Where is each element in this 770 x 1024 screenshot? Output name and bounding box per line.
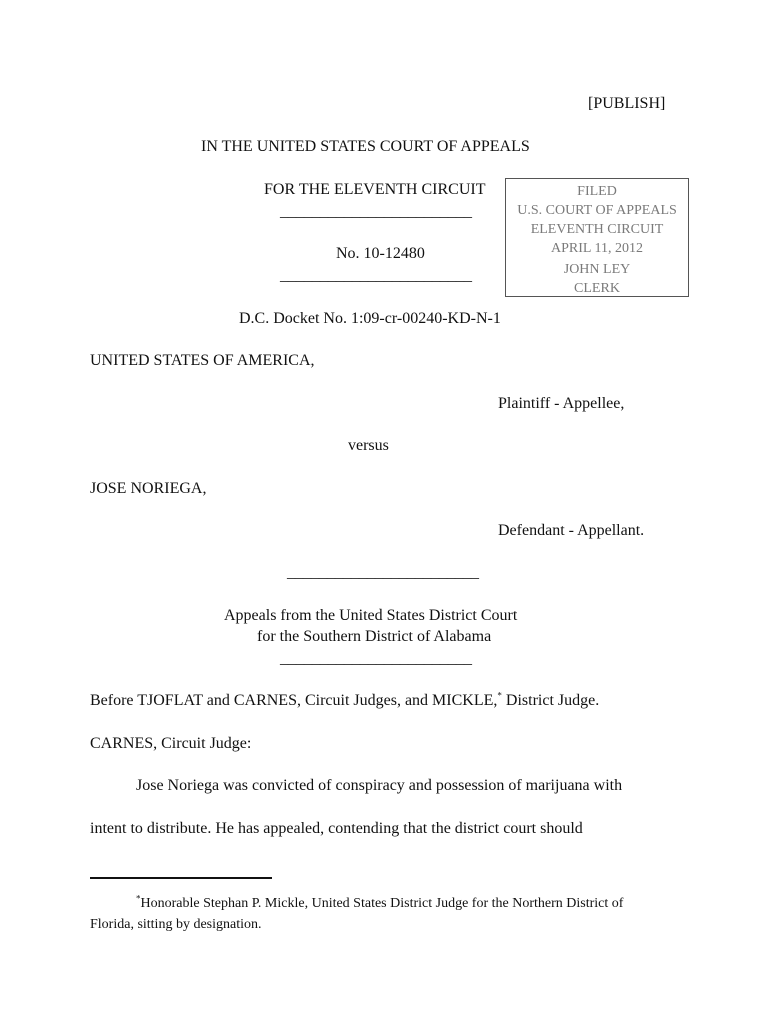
appeal-origin-line-1: Appeals from the United States District Court <box>224 607 518 624</box>
stamp-clerk-title: CLERK <box>574 281 620 296</box>
court-title: IN THE UNITED STATES COURT OF APPEALS <box>201 138 530 155</box>
stamp-clerk-name: JOHN LEY <box>563 262 631 277</box>
footnote-line-1 <box>90 893 690 914</box>
header-underline-2: ________________________ <box>280 267 472 284</box>
footnote <box>90 893 690 935</box>
defendant-role: Defendant - Appellant. <box>498 522 645 539</box>
appeal-underline-bottom: ________________________ <box>280 650 472 667</box>
plaintiff-name: UNITED STATES OF AMERICA, <box>90 352 315 369</box>
panel-line <box>90 692 599 710</box>
filed-stamp <box>505 178 689 297</box>
footnote-marker: * <box>136 893 141 904</box>
stamp-date: APRIL 11, 2012 <box>551 241 643 256</box>
header-underline-1: ________________________ <box>280 203 472 220</box>
case-number: No. 10-12480 <box>336 245 425 262</box>
stamp-court: U.S. COURT OF APPEALS <box>517 203 677 218</box>
opinion-paragraph-line-2: intent to distribute. He has appealed, contending that the district court should <box>90 820 583 837</box>
panel-suffix: District Judge. <box>501 692 600 709</box>
footnote-rule <box>90 877 272 879</box>
plaintiff-role: Plaintiff - Appellee, <box>498 395 625 412</box>
versus-label: versus <box>348 437 389 454</box>
panel-text: Before TJOFLAT and CARNES, Circuit Judges, and MICKLE, <box>90 692 498 709</box>
footnote-line-2: Florida, sitting by designation. <box>90 917 262 932</box>
opinion-paragraph-line-1: Jose Noriega was convicted of conspiracy and possession of marijuana with <box>136 777 623 794</box>
panel-footnote-marker: * <box>497 690 502 701</box>
appeal-origin-line-2: for the Southern District of Alabama <box>257 628 492 645</box>
publish-tag: [PUBLISH] <box>588 95 666 112</box>
appeal-underline-top: ________________________ <box>287 564 479 581</box>
opinion-author: CARNES, Circuit Judge: <box>90 735 252 752</box>
circuit-name: FOR THE ELEVENTH CIRCUIT <box>264 181 486 198</box>
defendant-name: JOSE NORIEGA, <box>90 480 207 497</box>
stamp-filed: FILED <box>577 184 617 199</box>
stamp-circuit: ELEVENTH CIRCUIT <box>530 222 664 237</box>
docket-number: D.C. Docket No. 1:09-cr-00240-KD-N-1 <box>239 310 501 327</box>
footnote-text-1: Honorable Stephan P. Mickle, United States District Judge for the Northern District of <box>140 896 624 911</box>
